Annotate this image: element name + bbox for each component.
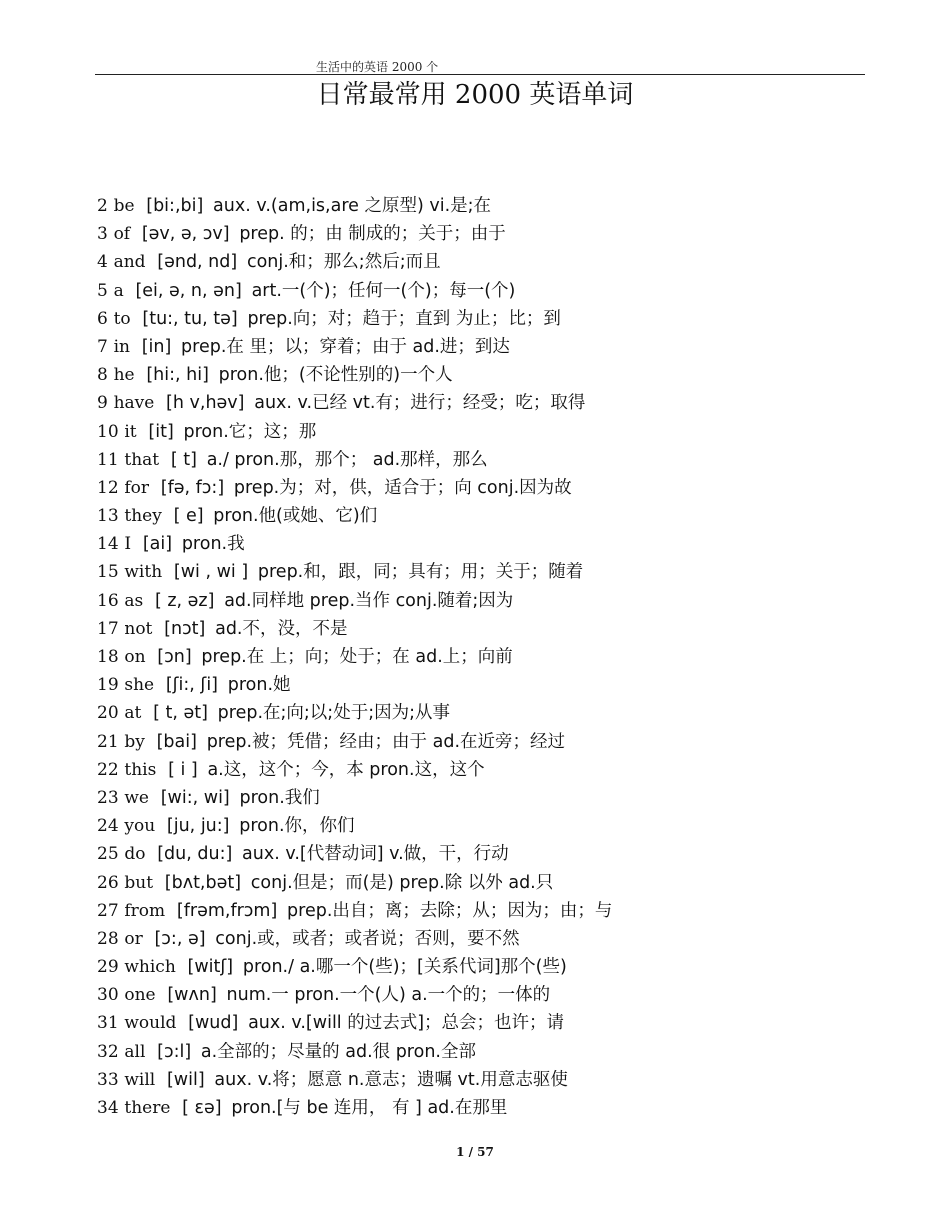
entry-phonetic: [tu:, tu, tə] — [142, 308, 238, 329]
entry-number: 23 — [97, 787, 119, 808]
entry-word: all — [124, 1041, 146, 1062]
entry-number: 2 — [97, 196, 108, 216]
entry-word: they — [124, 506, 162, 527]
entry-definition: pron.它；这；那 — [183, 421, 317, 442]
entry-number: 15 — [97, 562, 119, 583]
entry-word: which — [124, 957, 176, 978]
entry-phonetic: [ju, ju:] — [166, 816, 230, 837]
entry-number: 34 — [97, 1098, 119, 1118]
entry-word: there — [124, 1098, 171, 1118]
entry-definition: ad.不，没，不是 — [215, 618, 348, 639]
word-list — [97, 192, 877, 1122]
word-entry — [97, 530, 877, 558]
word-entry — [97, 784, 877, 812]
entry-word: have — [113, 393, 155, 414]
entry-number: 21 — [97, 731, 119, 752]
word-entry — [97, 615, 877, 643]
entry-phonetic: [ t, ət] — [153, 703, 208, 724]
word-entry — [97, 502, 877, 530]
page-number: 1 / 57 — [456, 1145, 494, 1159]
entry-definition: art.一(个)；任何一(个)；每一(个) — [251, 280, 516, 301]
entry-number: 29 — [97, 957, 119, 978]
entry-definition: pron./ a.哪一个(些)；[关系代词]那个(些) — [242, 957, 567, 978]
entry-number: 26 — [97, 872, 119, 893]
entry-phonetic: [bai] — [156, 731, 197, 752]
entry-definition: aux. v.已经 vt.有；进行；经受；吃；取得 — [254, 393, 586, 414]
entry-word: will — [124, 1069, 156, 1090]
entry-phonetic: [ e] — [173, 506, 204, 527]
entry-definition: ad.同样地 prep.当作 conj.随着;因为 — [224, 590, 514, 611]
entry-phonetic: [bʌt,bət] — [164, 872, 242, 893]
entry-phonetic: [wil] — [166, 1069, 205, 1090]
word-entry — [97, 925, 877, 953]
word-entry — [97, 699, 877, 727]
entry-number: 5 — [97, 280, 108, 301]
entry-number: 25 — [97, 844, 119, 865]
entry-phonetic: [du, du:] — [157, 844, 233, 865]
entry-word: she — [124, 675, 155, 696]
entry-word: with — [124, 562, 163, 583]
word-entry — [97, 812, 877, 840]
entry-number: 4 — [97, 252, 108, 273]
entry-number: 19 — [97, 675, 119, 696]
entry-word: or — [124, 928, 143, 949]
entry-definition: prep.向；对；趋于；直到 为止；比；到 — [247, 308, 561, 329]
entry-definition: prep.出自；离；去除；从；因为；由；与 — [287, 900, 613, 921]
entry-phonetic: [ɔ:l] — [157, 1041, 192, 1062]
word-entry — [97, 446, 877, 474]
running-header-text: 生活中的英语 2000 个 — [316, 60, 439, 74]
entry-phonetic: [ɔ:, ə] — [154, 928, 206, 949]
entry-word: do — [124, 844, 146, 865]
word-entry — [97, 418, 877, 446]
word-entry — [97, 333, 877, 361]
entry-word: on — [124, 647, 146, 667]
entry-phonetic: [frəm,frɔm] — [176, 900, 278, 921]
entry-definition: prep.被；凭借；经由；由于 ad.在近旁；经过 — [206, 731, 566, 752]
entry-definition: prep.在 里；以；穿着；由于 ad.进；到达 — [181, 336, 510, 357]
entry-word: but — [124, 872, 154, 893]
entry-word: of — [113, 224, 131, 245]
entry-phonetic: [it] — [148, 421, 174, 442]
word-entry — [97, 728, 877, 756]
entry-definition: conj.但是；而(是) prep.除 以外 ad.只 — [250, 872, 554, 893]
entry-phonetic: [in] — [141, 336, 172, 357]
page-title: 日常最常用 2000 英语单词 — [316, 80, 634, 110]
entry-definition: prep. 的；由 制成的；关于；由于 — [239, 224, 506, 245]
entry-number: 20 — [97, 703, 119, 724]
entry-word: you — [124, 816, 156, 837]
entry-number: 11 — [97, 449, 119, 470]
entry-word: would — [124, 1013, 177, 1034]
entry-word: one — [124, 985, 156, 1006]
entry-word: a — [113, 280, 124, 301]
entry-number: 28 — [97, 928, 119, 949]
entry-word: be — [113, 196, 135, 216]
entry-definition: prep.在;向;以;处于;因为;从事 — [217, 703, 450, 724]
entry-word: at — [124, 703, 142, 724]
entry-phonetic: [witʃ] — [187, 957, 234, 978]
entry-definition: a.这，这个；今，本 pron.这，这个 — [207, 759, 485, 780]
word-entry — [97, 389, 877, 417]
entry-number: 8 — [97, 365, 108, 386]
entry-number: 30 — [97, 985, 119, 1006]
entry-definition: aux. v.将；愿意 n.意志；遗嘱 vt.用意志驱使 — [214, 1069, 568, 1090]
entry-definition: pron.[与 be 连用， 有 ] ad.在那里 — [231, 1098, 508, 1118]
entry-definition: pron.他(或她、它)们 — [213, 506, 378, 527]
entry-word: in — [113, 336, 130, 357]
word-entry — [97, 1066, 877, 1094]
entry-number: 18 — [97, 647, 119, 667]
entry-number: 9 — [97, 393, 108, 414]
entry-phonetic: [ i ] — [168, 759, 198, 780]
entry-word: this — [124, 759, 157, 780]
word-entry — [97, 981, 877, 1009]
word-entry — [97, 361, 877, 389]
word-entry — [97, 756, 877, 784]
entry-phonetic: [wi , wi ] — [173, 562, 249, 583]
entry-phonetic: [ʃi:, ʃi] — [165, 675, 219, 696]
entry-phonetic: [hi:, hi] — [146, 365, 209, 386]
word-entry — [97, 474, 877, 502]
entry-phonetic: [wud] — [188, 1013, 239, 1034]
word-entry — [97, 305, 877, 333]
entry-definition: prep.在 上；向；处于；在 ad.上；向前 — [201, 647, 513, 667]
entry-number: 3 — [97, 224, 108, 245]
entry-number: 7 — [97, 336, 108, 357]
entry-phonetic: [bi:,bi] — [146, 196, 204, 216]
entry-number: 17 — [97, 618, 119, 639]
word-entry — [97, 1038, 877, 1066]
entry-phonetic: [h v,həv] — [166, 393, 245, 414]
entry-phonetic: [ z, əz] — [154, 590, 215, 611]
entry-phonetic: [ t] — [170, 449, 197, 470]
entry-word: from — [124, 900, 166, 921]
entry-definition: a./ pron.那，那个； ad.那样，那么 — [206, 449, 488, 470]
entry-number: 32 — [97, 1041, 119, 1062]
entry-number: 31 — [97, 1013, 119, 1034]
entry-word: by — [124, 731, 145, 752]
entry-word: that — [124, 449, 160, 470]
entry-word: as — [124, 590, 144, 611]
word-entry — [97, 643, 877, 671]
entry-word: I — [124, 534, 132, 555]
entry-definition: pron.他；(不论性别的)一个人 — [218, 365, 453, 386]
entry-definition: prep.为；对，供，适合于；向 conj.因为故 — [233, 477, 572, 498]
entry-number: 6 — [97, 308, 108, 329]
entry-number: 12 — [97, 477, 119, 498]
entry-phonetic: [wʌn] — [167, 985, 217, 1006]
entry-number: 24 — [97, 816, 119, 837]
entry-phonetic: [ai] — [142, 534, 173, 555]
entry-word: for — [124, 477, 150, 498]
word-entry — [97, 897, 877, 925]
entry-definition: a.全部的；尽量的 ad.很 pron.全部 — [200, 1041, 476, 1062]
entry-definition: prep.和，跟，同；具有；用；关于；随着 — [257, 562, 584, 583]
entry-definition: num.一 pron.一个(人) a.一个的；一体的 — [226, 985, 551, 1006]
entry-phonetic: [ei, ə, n, ən] — [135, 280, 242, 301]
entry-number: 10 — [97, 421, 119, 442]
entry-phonetic: [fə, fɔ:] — [160, 477, 225, 498]
entry-phonetic: [ɔn] — [157, 647, 192, 667]
entry-phonetic: [ənd, nd] — [157, 252, 238, 273]
entry-number: 27 — [97, 900, 119, 921]
entry-word: it — [124, 421, 137, 442]
entry-definition: aux. v.[will 的过去式]；总会；也许；请 — [248, 1013, 565, 1034]
entry-word: he — [113, 365, 135, 386]
entry-definition: conj.或，或者；或者说；否则，要不然 — [215, 928, 520, 949]
entry-definition: pron.我 — [181, 534, 245, 555]
entry-definition: pron.你，你们 — [239, 816, 355, 837]
entry-phonetic: [əv, ə, ɔv] — [141, 224, 230, 245]
word-entry — [97, 671, 877, 699]
entry-number: 22 — [97, 759, 119, 780]
entry-definition: aux. v.(am,is,are 之原型) vi.是;在 — [213, 196, 492, 216]
entry-number: 14 — [97, 534, 119, 555]
entry-word: we — [124, 787, 149, 808]
entry-phonetic: [ ɛə] — [182, 1098, 222, 1118]
entry-word: not — [124, 618, 153, 639]
word-entry — [97, 953, 877, 981]
entry-definition: pron.她 — [227, 675, 291, 696]
word-entry — [97, 192, 877, 220]
word-entry — [97, 1009, 877, 1037]
word-entry — [97, 558, 877, 586]
entry-word: and — [113, 252, 146, 273]
entry-phonetic: [nɔt] — [164, 618, 206, 639]
entry-phonetic: [wi:, wi] — [160, 787, 230, 808]
word-entry — [97, 277, 877, 305]
word-entry — [97, 869, 877, 897]
entry-definition: aux. v.[代替动词] v.做，干，行动 — [242, 844, 509, 865]
word-entry — [97, 220, 877, 248]
word-entry — [97, 840, 877, 868]
entry-number: 13 — [97, 506, 119, 527]
word-entry — [97, 1094, 877, 1122]
entry-number: 33 — [97, 1069, 119, 1090]
entry-number: 16 — [97, 590, 119, 611]
word-entry — [97, 587, 877, 615]
entry-definition: pron.我们 — [239, 787, 320, 808]
word-entry — [97, 248, 877, 276]
entry-definition: conj.和；那么;然后;而且 — [246, 252, 441, 273]
entry-word: to — [113, 308, 131, 329]
